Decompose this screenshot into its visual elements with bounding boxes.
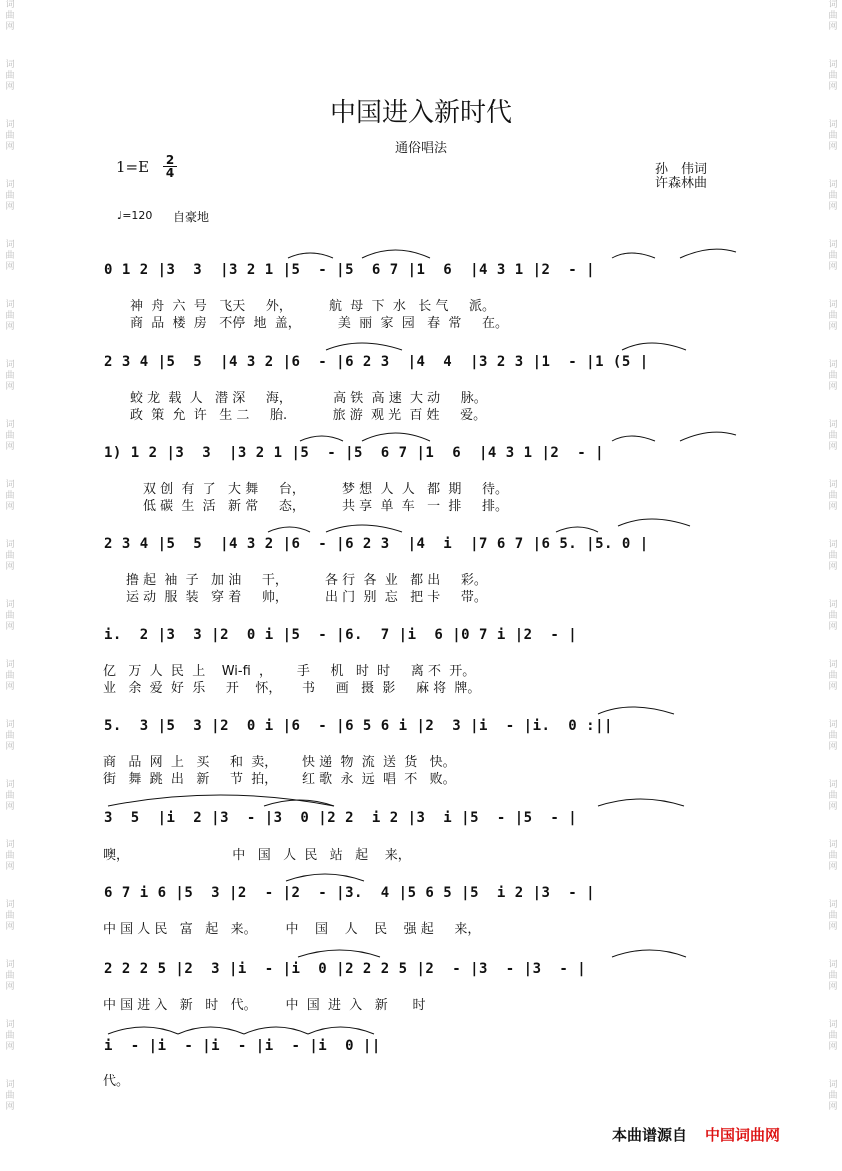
notation-line: i - |i - |i - |i - |i 0 || xyxy=(104,1038,381,1054)
source-footer xyxy=(612,1124,780,1145)
watermark-glyph: 曲 xyxy=(828,311,838,321)
watermark-glyph: 曲 xyxy=(828,1091,838,1101)
song-subtitle: 通俗唱法 xyxy=(394,141,447,156)
slur-arc xyxy=(618,519,690,526)
watermark-glyph: 词 xyxy=(828,960,838,970)
watermark-glyph: 曲 xyxy=(828,11,838,21)
watermark-glyph: 曲 xyxy=(5,11,15,21)
watermark-glyph: 词 xyxy=(5,1020,15,1030)
watermark-glyph: 词 xyxy=(828,900,838,910)
watermark-glyph: 曲 xyxy=(5,491,15,501)
watermark-glyph: 曲 xyxy=(5,611,15,621)
watermark-glyph: 词 xyxy=(828,840,838,850)
watermark-glyph: 曲 xyxy=(5,911,15,921)
slur-arc xyxy=(178,1027,244,1034)
watermark-glyph: 网 xyxy=(828,442,838,452)
watermark-glyph: 曲 xyxy=(5,731,15,741)
watermark-glyph: 曲 xyxy=(5,251,15,261)
slur-arc xyxy=(326,525,402,532)
watermark-glyph: 词 xyxy=(5,780,15,790)
watermark-glyph: 曲 xyxy=(828,131,838,141)
watermark-glyph: 网 xyxy=(828,622,838,632)
watermark-glyph: 网 xyxy=(828,802,838,812)
watermark-glyph: 网 xyxy=(5,442,15,452)
watermark-glyph: 词 xyxy=(828,540,838,550)
watermark-glyph: 网 xyxy=(5,982,15,992)
lyric-line-2: 代。 xyxy=(103,1074,130,1089)
lyric-line-1: 撸 起 袖 子 加 油 干， 各 行 各 业 都 出 彩。 xyxy=(126,573,487,588)
lyric-line-1: 商 品 网 上 买 和 卖， 快 递 物 流 送 货 快。 xyxy=(103,755,456,770)
watermark-glyph: 词 xyxy=(828,780,838,790)
slur-arc xyxy=(300,436,343,441)
watermark-glyph: 词 xyxy=(5,240,15,250)
lyric-line-2: 政 策 允 许 生 二 胎. 旅 游 观 光 百 姓 爱。 xyxy=(130,408,487,423)
watermark-glyph: 网 xyxy=(5,862,15,872)
slur-arc xyxy=(362,250,430,258)
watermark-glyph: 网 xyxy=(5,322,15,332)
watermark-glyph: 词 xyxy=(828,600,838,610)
slur-arc xyxy=(612,436,655,441)
watermark-glyph: 网 xyxy=(828,1102,838,1112)
source-label: 本曲谱源自 xyxy=(612,1126,688,1144)
lyric-line-1: 亿 万 人 民 上 Wi-fi ， 手 机 时 时 离 不 开。 xyxy=(103,664,476,679)
notation-line: 1) 1 2 |3 3 |3 2 1 |5 - |5 6 7 |1 6 |4 3 1 |2 - | xyxy=(104,445,605,461)
watermark-glyph: 网 xyxy=(828,682,838,692)
song-title: 中国进入新时代 xyxy=(329,98,512,128)
lyricist-credit: 孙 伟词 xyxy=(655,162,708,177)
watermark-glyph: 曲 xyxy=(5,671,15,681)
watermark-glyph: 网 xyxy=(828,82,838,92)
watermark-glyph: 词 xyxy=(5,360,15,370)
slur-arc xyxy=(268,527,310,532)
watermark-glyph: 词 xyxy=(828,720,838,730)
watermark-glyph: 网 xyxy=(5,142,15,152)
watermark-glyph: 曲 xyxy=(828,251,838,261)
watermark-glyph: 网 xyxy=(5,502,15,512)
watermark-glyph: 曲 xyxy=(828,851,838,861)
lyric-line-2: 低 碳 生 活 新 常 态， 共 享 单 车 一 排 排。 xyxy=(143,499,509,514)
watermark-glyph: 曲 xyxy=(5,971,15,981)
notation-line: i. 2 |3 3 |2 0 i |5 - |6. 7 |i 6 |0 7 i |2 - | xyxy=(104,627,578,643)
watermark-glyph: 网 xyxy=(5,622,15,632)
watermark-glyph: 词 xyxy=(5,300,15,310)
watermark-glyph: 曲 xyxy=(828,971,838,981)
watermark-glyph: 词 xyxy=(828,240,838,250)
slur-arc xyxy=(622,343,686,350)
site-brand: 中国词曲网 xyxy=(705,1126,781,1144)
notation-line: 5. 3 |5 3 |2 0 i |6 - |6 5 6 i |2 3 |i - |i. 0 :|| xyxy=(104,718,613,734)
watermark-glyph: 词 xyxy=(828,60,838,70)
lyric-line-2: 运 动 服 装 穿 着 帅， 出 门 别 忘 把 卡 带。 xyxy=(126,590,487,605)
watermark-glyph: 词 xyxy=(5,540,15,550)
watermark-glyph: 网 xyxy=(5,82,15,92)
slur-arc xyxy=(108,1027,178,1034)
notation-line: 0 1 2 |3 3 |3 2 1 |5 - |5 6 7 |1 6 |4 3 1 |2 - | xyxy=(104,262,596,278)
watermark-glyph: 网 xyxy=(5,1102,15,1112)
watermark-glyph: 词 xyxy=(828,660,838,670)
watermark-glyph: 曲 xyxy=(828,191,838,201)
watermark-glyph: 曲 xyxy=(5,1031,15,1041)
watermark-glyph: 词 xyxy=(5,120,15,130)
watermark-glyph: 曲 xyxy=(5,131,15,141)
watermark-glyph: 网 xyxy=(5,682,15,692)
watermark-glyph: 词 xyxy=(828,1080,838,1090)
watermark-glyph: 网 xyxy=(5,562,15,572)
watermark-glyph: 网 xyxy=(828,1042,838,1052)
watermark-glyph: 网 xyxy=(5,922,15,932)
watermark-glyph: 词 xyxy=(828,360,838,370)
meter-bottom: 4 xyxy=(165,166,175,180)
watermark-glyph: 词 xyxy=(5,600,15,610)
watermark-glyph: 曲 xyxy=(828,491,838,501)
watermark-glyph: 网 xyxy=(828,22,838,32)
watermark-glyph: 词 xyxy=(5,840,15,850)
watermark-glyph: 曲 xyxy=(5,1091,15,1101)
watermark-glyph: 网 xyxy=(5,202,15,212)
watermark-glyph: 曲 xyxy=(5,311,15,321)
slur-arc xyxy=(612,253,655,258)
watermark-glyph: 词 xyxy=(5,480,15,490)
watermark-glyph: 曲 xyxy=(828,371,838,381)
watermark-glyph: 词 xyxy=(828,1020,838,1030)
watermark-glyph: 网 xyxy=(828,742,838,752)
lyric-line-1: 中 国 进 入 新 时 代。 中 国 进 入 新 时 xyxy=(103,998,426,1013)
watermark-glyph: 网 xyxy=(828,382,838,392)
watermark-glyph: 曲 xyxy=(5,371,15,381)
watermark-glyph: 网 xyxy=(828,922,838,932)
slur-arc xyxy=(680,432,736,441)
watermark-glyph: 词 xyxy=(5,0,15,10)
watermark-glyph: 网 xyxy=(828,862,838,872)
watermark-glyph: 网 xyxy=(828,982,838,992)
watermark-glyph: 曲 xyxy=(828,791,838,801)
watermark-glyph: 词 xyxy=(5,960,15,970)
lyric-line-2: 业 余 爱 好 乐 开 怀， 书 画 摄 影 麻 将 牌。 xyxy=(103,681,481,696)
slur-arc xyxy=(244,1027,308,1034)
lyric-line-1: 中 国 人 民 富 起 来。 中 国 人 民 强 起 来， xyxy=(103,922,481,937)
watermark-glyph: 曲 xyxy=(5,191,15,201)
lyric-line-1: 蛟 龙 载 人 潜 深 海， 高 铁 高 速 大 动 脉。 xyxy=(130,391,487,406)
slur-arc xyxy=(598,707,674,714)
watermark-glyph: 曲 xyxy=(5,851,15,861)
watermark-glyph: 曲 xyxy=(828,1031,838,1041)
watermark-glyph: 网 xyxy=(5,742,15,752)
watermark-glyph: 词 xyxy=(5,720,15,730)
notation-line: 2 3 4 |5 5 |4 3 2 |6 - |6 2 3 |4 i |7 6 7 |6 5. |5. 0 | xyxy=(104,536,649,552)
composer-credit: 许森林曲 xyxy=(655,176,708,191)
watermark-glyph: 词 xyxy=(828,180,838,190)
slur-arc xyxy=(288,253,333,258)
watermark-glyph: 网 xyxy=(828,262,838,272)
expression-marking: 自豪地 xyxy=(173,210,210,224)
lyric-line-1: 神 舟 六 号 飞天 外， 航 母 下 水 长 气 派。 xyxy=(130,299,496,314)
notation-line: 3 5 |i 2 |3 - |3 0 |2 2 i 2 |3 i |5 - |5 - | xyxy=(104,810,578,826)
watermark-glyph: 曲 xyxy=(828,431,838,441)
watermark-glyph: 曲 xyxy=(828,611,838,621)
watermark-glyph: 词 xyxy=(5,180,15,190)
tempo-marking: ♩=120 xyxy=(117,209,153,222)
watermark-glyph: 词 xyxy=(5,900,15,910)
meter-top: 2 xyxy=(163,154,177,167)
slur-arc xyxy=(308,1027,374,1034)
slur-arc xyxy=(286,874,364,881)
watermark-glyph: 词 xyxy=(5,660,15,670)
watermark-glyph: 曲 xyxy=(828,71,838,81)
slur-arc xyxy=(612,950,686,957)
lyric-line-2: 街 舞 跳 出 新 节 拍， 红 歌 永 远 唱 不 败。 xyxy=(103,772,456,787)
watermark-glyph: 曲 xyxy=(5,791,15,801)
watermark-glyph: 曲 xyxy=(828,731,838,741)
slur-arc xyxy=(556,527,598,532)
watermark-glyph: 词 xyxy=(828,300,838,310)
watermark-glyph: 曲 xyxy=(5,71,15,81)
watermark-glyph: 曲 xyxy=(828,911,838,921)
slur-arc xyxy=(362,433,430,441)
slur-arc xyxy=(598,799,684,806)
watermark-glyph: 曲 xyxy=(828,671,838,681)
watermark-glyph: 词 xyxy=(828,480,838,490)
watermark-glyph: 词 xyxy=(5,420,15,430)
watermark-glyph: 词 xyxy=(5,1080,15,1090)
watermark-glyph: 网 xyxy=(828,502,838,512)
watermark-glyph: 网 xyxy=(828,202,838,212)
lyric-line-1: 噢， 中 国 人 民 站 起 来， xyxy=(103,848,411,863)
watermark-glyph: 词 xyxy=(828,0,838,10)
watermark-glyph: 网 xyxy=(828,562,838,572)
watermark-glyph: 词 xyxy=(828,420,838,430)
watermark-glyph: 曲 xyxy=(828,551,838,561)
watermark-glyph: 网 xyxy=(5,22,15,32)
watermark-glyph: 网 xyxy=(828,142,838,152)
watermark-glyph: 网 xyxy=(5,1042,15,1052)
watermark-glyph: 词 xyxy=(828,120,838,130)
watermark-glyph: 网 xyxy=(5,802,15,812)
watermark-glyph: 曲 xyxy=(5,431,15,441)
watermark-glyph: 网 xyxy=(828,322,838,332)
watermark-glyph: 网 xyxy=(5,262,15,272)
slur-arc xyxy=(264,800,334,806)
watermark-glyph: 网 xyxy=(5,382,15,392)
slur-arc xyxy=(298,950,380,957)
watermark-glyph: 曲 xyxy=(5,551,15,561)
slur-arc xyxy=(680,249,736,258)
notation-line: 2 3 4 |5 5 |4 3 2 |6 - |6 2 3 |4 4 |3 2 3 |1 - |1 (5 | xyxy=(104,354,649,370)
key-signature: 1=E xyxy=(116,158,150,176)
notation-line: 6 7 i 6 |5 3 |2 - |2 - |3. 4 |5 6 5 |5 i 2 |3 - | xyxy=(104,885,596,901)
watermark-glyph: 词 xyxy=(5,60,15,70)
slur-arc xyxy=(326,343,402,350)
lyric-line-1: 双 创 有 了 大 舞 台， 梦 想 人 人 都 期 待。 xyxy=(143,482,509,497)
notation-line: 2 2 2 5 |2 3 |i - |i 0 |2 2 2 5 |2 - |3 - |3 - | xyxy=(104,961,587,977)
lyric-line-2: 商 品 楼 房 不停 地 盖， 美 丽 家 园 春 常 在。 xyxy=(130,316,509,331)
